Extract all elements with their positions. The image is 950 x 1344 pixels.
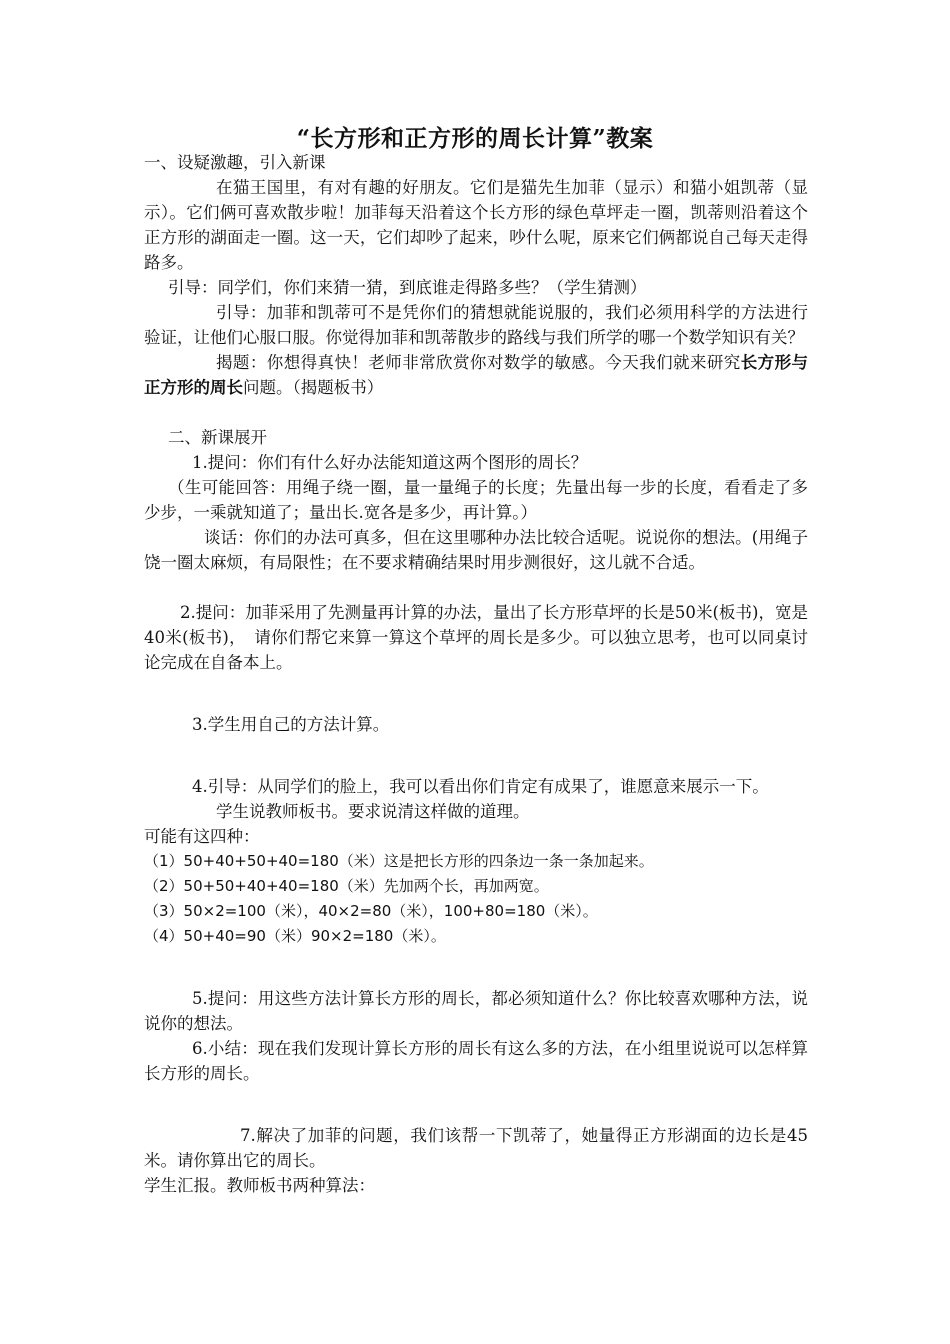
method-item: （3）50×2=100（米），40×2=80（米），100+80=180（米）。: [144, 902, 598, 920]
question-1-answer: （生可能回答：用绳子绕一圈，量一量绳子的长度；先量出每一步的长度，看看走了多少步，一乘就知道了；量出长.宽各是多少，再计算。）: [144, 478, 808, 522]
question-4-note: 学生说教师板书。要求说清这样做的道理。: [216, 802, 530, 821]
question-6: 6.小结：现在我们发现计算长方形的周长有这么多的方法，在小组里说说可以怎样算长方形的周长。: [144, 1039, 808, 1083]
method-item: （4）50+40=90（米）90×2=180（米）。: [144, 927, 446, 945]
talk-paragraph: 谈话：你们的办法可真多，但在这里哪种办法比较合适呢。说说你的想法。(用绳子饶一圈太麻烦，有局限性；在不要求精确结果时用步测很好，这儿就不合适。: [144, 528, 808, 572]
reveal-bold-topic: 长方形与正方形的周长: [144, 353, 809, 397]
question-2: 2.提问：加菲采用了先测量再计算的办法，量出了长方形草坪的长是50米(板书)，宽是40米(板书)， 请你们帮它来算一算这个草坪的周长是多少。可以独立思考，也可以同桌讨论完成在自备本上。: [144, 603, 808, 672]
student-report: 学生汇报。教师板书两种算法：: [144, 1176, 375, 1195]
section2-heading: 二、新课展开: [168, 428, 267, 447]
story-paragraph: 在猫王国里，有对有趣的好朋友。它们是猫先生加菲（显示）和猫小姐凯蒂（显示）。它们俩可喜欢散步啦！加菲每天沿着这个长方形的绿色草坪走一圈，凯蒂则沿着这个正方形的湖面走一圈。这一天，它们却吵了起来，吵什么呢，原来它们俩都说自己每天走得路多。: [144, 178, 808, 272]
question-5: 5.提问：用这些方法计算长方形的周长，都必须知道什么？你比较喜欢哪种方法，说说你的想法。: [144, 989, 808, 1033]
possible-methods-intro: 可能有这四种：: [144, 827, 260, 846]
reveal-text-after: 问题。（揭题板书）: [243, 378, 384, 397]
question-7: 7.解决了加菲的问题，我们该帮一下凯蒂了，她量得正方形湖面的边长是45米。请你算出它的周长。: [144, 1126, 808, 1170]
guide-paragraph-1: 引导：同学们，你们来猜一猜，到底谁走得路多些？（学生猜测）: [168, 278, 647, 297]
question-3: 3.学生用自己的方法计算。: [192, 715, 390, 734]
reveal-text-before: 揭题：你想得真快！老师非常欣赏你对数学的敏感。今天我们就来研究: [216, 353, 741, 372]
section1-heading: 一、设疑激趣，引入新课: [144, 153, 326, 172]
method-item: （1）50+40+50+40=180（米）这是把长方形的四条边一条一条加起来。: [144, 852, 654, 870]
method-item: （2）50+50+40+40=180（米）先加两个长，再加两宽。: [144, 877, 549, 895]
question-1: 1.提问：你们有什么好办法能知道这两个图形的周长？: [192, 453, 588, 472]
question-4: 4.引导：从同学们的脸上，我可以看出你们肯定有成果了，谁愿意来展示一下。: [192, 777, 769, 796]
document-body: [144, 150, 808, 1198]
guide-paragraph-2: 引导：加菲和凯蒂可不是凭你们的猜想就能说服的，我们必须用科学的方法进行验证，让他们心服口服。你觉得加菲和凯蒂散步的路线与我们所学的哪一个数学知识有关？: [144, 303, 808, 347]
document-title: “长方形和正方形的周长计算”教案: [296, 125, 654, 152]
reveal-paragraph: [144, 350, 808, 400]
